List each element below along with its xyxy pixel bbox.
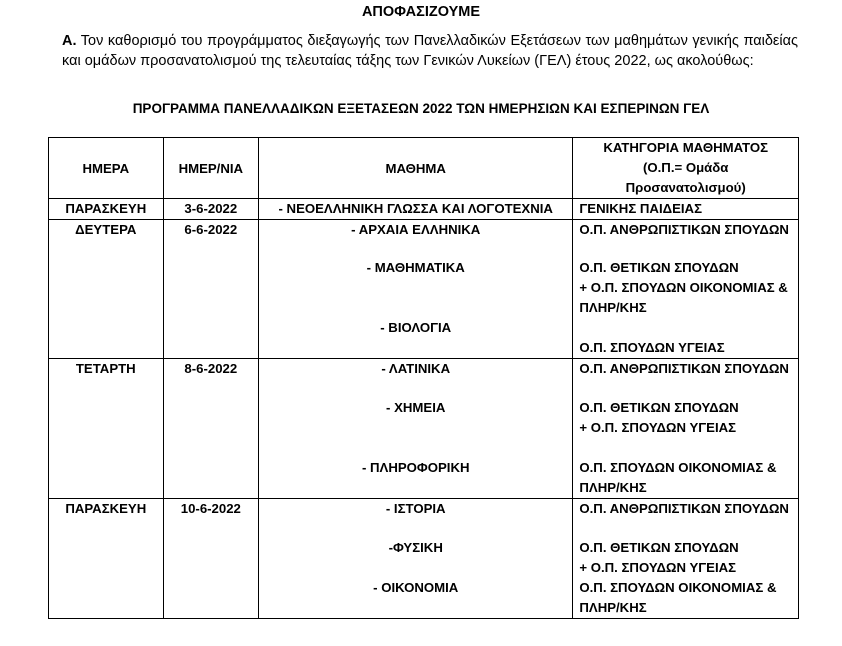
category-line: + Ο.Π. ΣΠΟΥΔΩΝ ΥΓΕΙΑΣ	[579, 420, 737, 435]
category-cell	[573, 220, 799, 359]
program-title: ΠΡΟΓΡΑΜΜΑ ΠΑΝΕΛΛΑΔΙΚΩΝ ΕΞΕΤΑΣΕΩΝ 2022 ΤΩΝ ΗΜΕΡΗΣΙΩΝ ΚΑΙ ΕΣΠΕΡΙΝΩΝ ΓΕΛ	[132, 101, 710, 116]
day-value: ΠΑΡΑΣΚΕΥΗ	[65, 501, 147, 516]
category-line: Ο.Π. ΣΠΟΥΔΩΝ ΥΓΕΙΑΣ	[579, 340, 725, 355]
category-line: Ο.Π. ΘΕΤΙΚΩΝ ΣΠΟΥΔΩΝ	[579, 400, 739, 415]
date-cell	[163, 359, 259, 499]
day-cell	[49, 499, 164, 619]
category-line: Ο.Π. ΑΝΘΡΩΠΙΣΤΙΚΩΝ ΣΠΟΥΔΩΝ	[579, 501, 789, 516]
day-value: ΠΑΡΑΣΚΕΥΗ	[65, 201, 147, 216]
header-category-line: (Ο.Π.= Ομάδα	[642, 160, 729, 175]
table-row	[49, 499, 799, 619]
subject-item: -ΦΥΣΙΚΗ	[388, 540, 443, 555]
day-value: ΔΕΥΤΕΡΑ	[75, 222, 137, 237]
category-cell	[573, 199, 799, 220]
subject-item: - ΒΙΟΛΟΓΙΑ	[380, 320, 452, 335]
subject-item: - ΛΑΤΙΝΙΚΑ	[381, 361, 451, 376]
header-category-line: Προσανατολισμού)	[625, 180, 746, 195]
subject-cell	[259, 359, 573, 499]
category-line: Ο.Π. ΘΕΤΙΚΩΝ ΣΠΟΥΔΩΝ	[579, 260, 739, 275]
subject-cell	[259, 220, 573, 359]
subject-item: - ΟΙΚΟΝΟΜΙΑ	[373, 580, 459, 595]
date-value: 6-6-2022	[184, 222, 238, 237]
category-cell	[573, 359, 799, 499]
day-cell	[49, 220, 164, 359]
date-value: 3-6-2022	[184, 201, 238, 216]
table-header-row	[49, 138, 799, 199]
subject-cell	[259, 499, 573, 619]
intro-label: Α.	[62, 33, 77, 49]
subject-item: - ΝΕΟΕΛΛΗΝΙΚΗ ΓΛΩΣΣΑ ΚΑΙ ΛΟΓΟΤΕΧΝΙΑ	[278, 201, 553, 216]
date-cell	[163, 220, 259, 359]
category-line: + Ο.Π. ΣΠΟΥΔΩΝ ΟΙΚΟΝΟΜΙΑΣ &	[579, 280, 788, 295]
decision-heading: ΑΠΟΦΑΣΙΖΟΥΜΕ	[361, 4, 481, 20]
header-day: ΗΜΕΡΑ	[49, 138, 164, 199]
header-category	[573, 138, 799, 199]
subject-item: - ΧΗΜΕΙΑ	[386, 400, 446, 415]
category-line: Ο.Π. ΑΝΘΡΩΠΙΣΤΙΚΩΝ ΣΠΟΥΔΩΝ	[579, 222, 789, 237]
category-line: Ο.Π. ΑΝΘΡΩΠΙΣΤΙΚΩΝ ΣΠΟΥΔΩΝ	[579, 361, 789, 376]
subject-item: - ΙΣΤΟΡΙΑ	[385, 501, 446, 516]
subject-cell	[259, 199, 573, 220]
subject-item: - ΑΡΧΑΙΑ ΕΛΛΗΝΙΚΑ	[351, 222, 481, 237]
category-line: ΓΕΝΙΚΗΣ ΠΑΙΔΕΙΑΣ	[579, 201, 702, 216]
category-line: Ο.Π. ΘΕΤΙΚΩΝ ΣΠΟΥΔΩΝ	[579, 540, 739, 555]
subject-item: - ΜΑΘΗΜΑΤΙΚΑ	[366, 260, 465, 275]
date-cell	[163, 199, 259, 220]
category-line: ΠΛΗΡ/ΚΗΣ	[579, 300, 647, 315]
category-line: Ο.Π. ΣΠΟΥΔΩΝ ΟΙΚΟΝΟΜΙΑΣ &	[579, 460, 777, 475]
date-cell	[163, 499, 259, 619]
header-subject: ΜΑΘΗΜΑ	[259, 138, 573, 199]
category-cell	[573, 499, 799, 619]
date-value: 8-6-2022	[184, 361, 238, 376]
header-date: ΗΜΕΡ/ΝΙΑ	[163, 138, 259, 199]
subject-item: - ΠΛΗΡΟΦΟΡΙΚΗ	[361, 460, 470, 475]
exam-schedule-table	[48, 137, 799, 619]
day-value: ΤΕΤΑΡΤΗ	[75, 361, 136, 376]
category-line: + Ο.Π. ΣΠΟΥΔΩΝ ΥΓΕΙΑΣ	[579, 560, 737, 575]
table-row	[49, 199, 799, 220]
table-row	[49, 220, 799, 359]
category-line: Ο.Π. ΣΠΟΥΔΩΝ ΟΙΚΟΝΟΜΙΑΣ &	[579, 580, 777, 595]
intro-paragraph	[62, 31, 798, 71]
intro-text: Τον καθορισμό του προγράμματος διεξαγωγής των Πανελλαδικών Εξετάσεων των μαθημάτων γενικής παιδείας και ομάδων προσανατολισμού της τελευταίας τάξης των Γενικών Λυκείων (ΓΕΛ) έτους 2022, ως ακολούθως:	[62, 33, 798, 69]
category-line: ΠΛΗΡ/ΚΗΣ	[579, 480, 647, 495]
header-category-line: ΚΑΤΗΓΟΡΙΑ ΜΑΘΗΜΑΤΟΣ	[603, 140, 769, 155]
day-cell	[49, 199, 164, 220]
date-value: 10-6-2022	[180, 501, 241, 516]
category-line: ΠΛΗΡ/ΚΗΣ	[579, 600, 647, 615]
table-row	[49, 359, 799, 499]
day-cell	[49, 359, 164, 499]
